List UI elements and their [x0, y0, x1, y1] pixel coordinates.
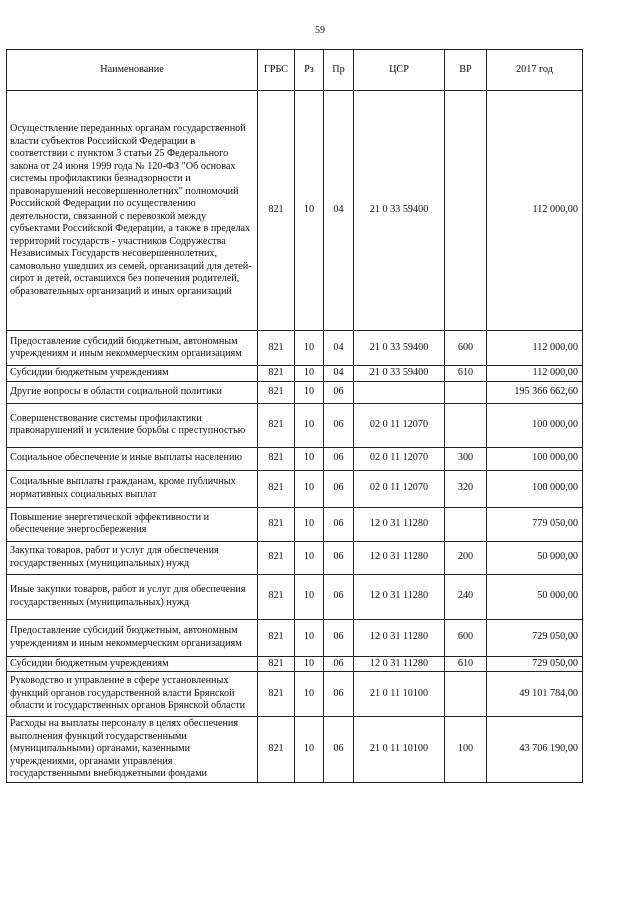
row-rz: 10	[295, 717, 324, 783]
row-pr: 06	[324, 619, 354, 656]
row-vr	[445, 672, 487, 717]
row-rz: 10	[295, 619, 324, 656]
row-name: Социальные выплаты гражданам, кроме публичных нормативных социальных выплат	[7, 470, 258, 507]
row-csr: 02 0 11 12070	[354, 403, 445, 447]
table-row	[7, 672, 583, 717]
row-amount: 729 050,00	[487, 656, 583, 672]
row-amount: 112 000,00	[487, 331, 583, 366]
row-amount: 50 000,00	[487, 574, 583, 619]
table-row	[7, 381, 583, 403]
row-grbs: 821	[258, 717, 295, 783]
row-rz: 10	[295, 574, 324, 619]
row-vr	[445, 381, 487, 403]
table-row	[7, 717, 583, 783]
row-vr: 200	[445, 541, 487, 574]
row-rz: 10	[295, 381, 324, 403]
row-grbs: 821	[258, 619, 295, 656]
header-csr: ЦСР	[354, 50, 445, 91]
row-grbs: 821	[258, 381, 295, 403]
row-pr: 06	[324, 717, 354, 783]
row-name: Другие вопросы в области социальной политики	[7, 381, 258, 403]
row-grbs: 821	[258, 91, 295, 331]
row-csr: 12 0 31 11280	[354, 507, 445, 541]
row-vr	[445, 507, 487, 541]
budget-table	[6, 49, 583, 783]
row-rz: 10	[295, 672, 324, 717]
row-vr: 300	[445, 447, 487, 470]
row-rz: 10	[295, 656, 324, 672]
row-amount: 112 000,00	[487, 366, 583, 382]
table-row	[7, 470, 583, 507]
row-amount: 195 366 662,60	[487, 381, 583, 403]
row-name: Закупка товаров, работ и услуг для обеспечения государственных (муниципальных) нужд	[7, 541, 258, 574]
row-name: Совершенствование системы профилактики правонарушений и усиление борьбы с преступностью	[7, 403, 258, 447]
row-csr: 21 0 33 59400	[354, 366, 445, 382]
header-name: Наименование	[7, 50, 258, 91]
row-pr: 06	[324, 574, 354, 619]
row-amount: 100 000,00	[487, 470, 583, 507]
row-pr: 06	[324, 672, 354, 717]
row-pr: 06	[324, 381, 354, 403]
row-rz: 10	[295, 541, 324, 574]
row-amount: 100 000,00	[487, 403, 583, 447]
row-csr: 21 0 33 59400	[354, 91, 445, 331]
row-vr: 610	[445, 656, 487, 672]
row-csr: 02 0 11 12070	[354, 470, 445, 507]
row-rz: 10	[295, 470, 324, 507]
row-csr	[354, 381, 445, 403]
row-csr: 21 0 11 10100	[354, 717, 445, 783]
row-grbs: 821	[258, 470, 295, 507]
header-grbs: ГРБС	[258, 50, 295, 91]
table-row	[7, 507, 583, 541]
row-vr: 320	[445, 470, 487, 507]
row-pr: 04	[324, 331, 354, 366]
row-pr: 04	[324, 91, 354, 331]
row-csr: 12 0 31 11280	[354, 541, 445, 574]
row-grbs: 821	[258, 331, 295, 366]
page-number: 59	[315, 25, 325, 36]
row-vr	[445, 91, 487, 331]
row-amount: 100 000,00	[487, 447, 583, 470]
row-csr: 12 0 31 11280	[354, 619, 445, 656]
row-name: Расходы на выплаты персоналу в целях обеспечения выполнения функций государственными (муниципальными) органами, казенными учреждениями, органами управления государственными внебюджетными фондами	[7, 717, 258, 783]
row-rz: 10	[295, 366, 324, 382]
header-row	[7, 50, 583, 91]
row-csr: 02 0 11 12070	[354, 447, 445, 470]
row-amount: 779 050,00	[487, 507, 583, 541]
row-pr: 04	[324, 366, 354, 382]
row-grbs: 821	[258, 541, 295, 574]
row-name: Субсидии бюджетным учреждениям	[7, 656, 258, 672]
header-pr: Пр	[324, 50, 354, 91]
table-row	[7, 366, 583, 382]
row-rz: 10	[295, 507, 324, 541]
row-grbs: 821	[258, 403, 295, 447]
row-vr: 100	[445, 717, 487, 783]
row-pr: 06	[324, 403, 354, 447]
table-row	[7, 541, 583, 574]
row-pr: 06	[324, 447, 354, 470]
table-row	[7, 656, 583, 672]
row-grbs: 821	[258, 672, 295, 717]
row-csr: 21 0 33 59400	[354, 331, 445, 366]
row-name: Иные закупки товаров, работ и услуг для обеспечения государственных (муниципальных) нужд	[7, 574, 258, 619]
row-name: Субсидии бюджетным учреждениям	[7, 366, 258, 382]
header-vr: ВР	[445, 50, 487, 91]
table-row	[7, 403, 583, 447]
row-grbs: 821	[258, 366, 295, 382]
row-amount: 729 050,00	[487, 619, 583, 656]
row-amount: 50 000,00	[487, 541, 583, 574]
row-pr: 06	[324, 507, 354, 541]
row-vr: 240	[445, 574, 487, 619]
row-name: Социальное обеспечение и иные выплаты населению	[7, 447, 258, 470]
table-row	[7, 619, 583, 656]
row-rz: 10	[295, 91, 324, 331]
row-pr: 06	[324, 541, 354, 574]
row-amount: 43 706 190,00	[487, 717, 583, 783]
row-vr: 600	[445, 331, 487, 366]
row-grbs: 821	[258, 574, 295, 619]
table-row	[7, 331, 583, 366]
row-csr: 12 0 31 11280	[354, 574, 445, 619]
row-grbs: 821	[258, 656, 295, 672]
row-csr: 21 0 11 10100	[354, 672, 445, 717]
row-name: Руководство и управление в сфере установленных функций органов государственной власти Брянской области и государственных органов Брянской области	[7, 672, 258, 717]
row-rz: 10	[295, 331, 324, 366]
row-name: Осуществление переданных органам государственной власти субъектов Российской Федерации в соответствии с пунктом 3 статьи 25 Федерального закона от 24 июня 1999 года № 120-ФЗ "Об основах системы профилактики безнадзорности и правонарушений несовершеннолетних" полномочий Российской Федерации по осуществлению деятельности, связанной с перевозкой между субъектами Российской Федерации, а также в пределах территорий государств - участников Содружества Независимых Государств несовершеннолетних, самовольно ушедших из семей, организаций для детей-сирот и детей, оставшихся без попечения родителей, образовательных организаций и иных организаций	[7, 91, 258, 331]
row-csr: 12 0 31 11280	[354, 656, 445, 672]
row-vr	[445, 403, 487, 447]
table-row	[7, 574, 583, 619]
row-name: Повышение энергетической эффективности и обеспечение энергосбережения	[7, 507, 258, 541]
row-rz: 10	[295, 447, 324, 470]
header-year: 2017 год	[487, 50, 583, 91]
row-rz: 10	[295, 403, 324, 447]
table-row	[7, 447, 583, 470]
row-vr: 610	[445, 366, 487, 382]
row-amount: 49 101 784,00	[487, 672, 583, 717]
row-vr: 600	[445, 619, 487, 656]
row-name: Предоставление субсидий бюджетным, автономным учреждениям и иным некоммерческим организациям	[7, 619, 258, 656]
header-rz: Рз	[295, 50, 324, 91]
table-row	[7, 91, 583, 331]
row-pr: 06	[324, 656, 354, 672]
row-pr: 06	[324, 470, 354, 507]
row-name: Предоставление субсидий бюджетным, автономным учреждениям и иным некоммерческим организациям	[7, 331, 258, 366]
row-grbs: 821	[258, 447, 295, 470]
row-amount: 112 000,00	[487, 91, 583, 331]
row-grbs: 821	[258, 507, 295, 541]
